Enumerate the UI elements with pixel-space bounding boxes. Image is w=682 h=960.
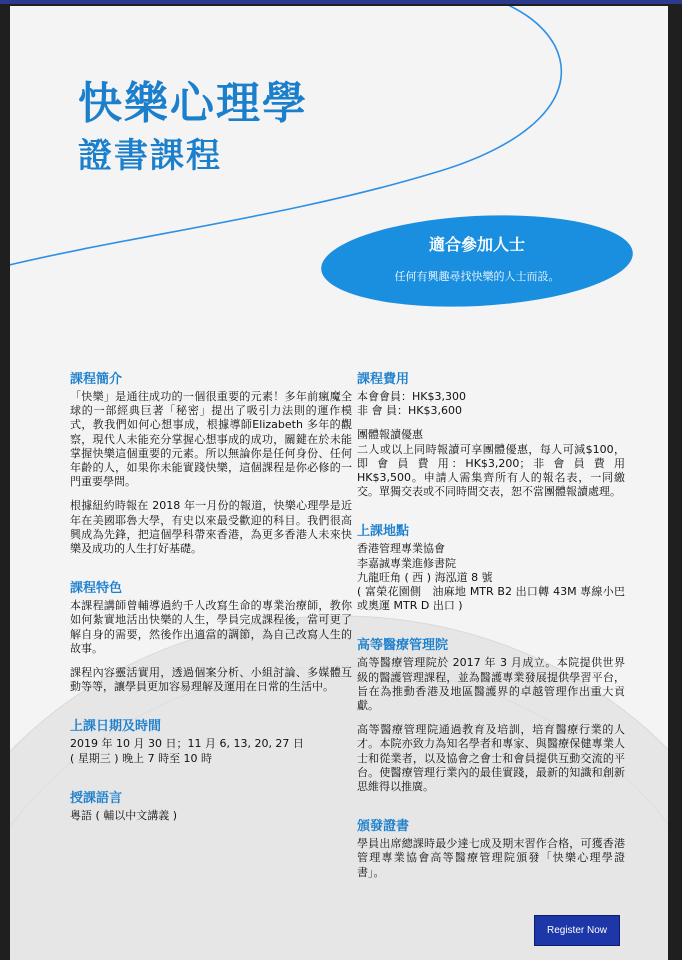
certificate-text: 學員出席總課時最少達七成及期末習作合格，可獲香港管理專業協會高等醫療管理院頒發「快樂心理學證書」。 (357, 837, 625, 879)
language-section (70, 790, 352, 823)
institute-paragraph-2: 高等醫療管理院通過教育及培訓，培育醫療行業的人才。本院亦致力為知名學者和專家、與醫療保健專業人士和從業者，以及協會之會士和會員提供互動交流的平台。使醫療管理行業內的最佳實踐，最新的知識和創新思維得以推廣。 (357, 723, 625, 794)
intro-section (70, 371, 352, 556)
schedule-heading: 上課日期及時間 (70, 719, 162, 735)
brochure-page (10, 6, 668, 960)
features-paragraph-2: 課程內容靈活實用，透過個案分析、小組討論、多媒體互動等等，讓學員更加容易理解及運用在日常的生活中。 (70, 666, 352, 694)
audience-heading: 適合參加人士 (428, 235, 525, 254)
institute-heading: 高等醫療管理院 (357, 638, 449, 654)
right-column (357, 371, 625, 880)
venue-section (357, 523, 625, 613)
features-paragraph-1: 本課程講師曾輔導過約千人改寫生命的專業治療師，教你如何紮實地活出快樂的人生，學員完成課程後，當可更了解自身的需要，然後作出適當的調節，為自己改寫人生的故事。 (70, 599, 352, 655)
left-column (70, 371, 352, 823)
group-discount-heading: 團體報讀優惠 (357, 428, 423, 442)
institute-paragraph-1: 高等醫療管理院於 2017 年 3 月成立。本院提供世界級的醫護管理課程，並為醫護專業發展提供學習平台，旨在為推動香港及地區醫護界的卓越管理作出重大貢獻。 (357, 656, 625, 713)
fees-heading: 課程費用 (357, 372, 410, 387)
venue-heading: 上課地點 (357, 524, 410, 540)
institute-section (357, 637, 625, 794)
fees-text: 本會會員：HK$3,300 非 會 員：HK$3,600 (357, 390, 466, 418)
language-heading: 授課語言 (70, 790, 123, 806)
certificate-heading: 頒發證書 (357, 819, 410, 835)
intro-paragraph-1: 「快樂」是通往成功的一個很重要的元素！多年前瘋魔全球的一部經典巨著「秘密」提出了吸引力法則的運作模式，教我們如何心想事成，根據導師Elizabeth 多年的觀察，現代人未能充分掌握心想事成的成功，關鍵在於未能掌握快樂這個重要的元素。所以無論你是任何身份、任何年齡的人，如果你未能實踐快樂，這個課程是你必修的一門重要學問。 (70, 390, 352, 489)
features-heading: 課程特色 (70, 581, 123, 597)
intro-paragraph-2: 根據紐約時報在 2018 年一月份的報道，快樂心理學是近年在美國耶魯大學，有史以來最受歡迎的科目。我們很高興成為先鋒，把這個學科帶來香港，為更多香港人未來快樂及成功的人生打好基礎。 (70, 499, 352, 556)
course-subtitle: 證書課程 (78, 136, 222, 176)
language-text: 粵語 ( 輔以中文講義 ) (70, 808, 178, 822)
top-border (0, 0, 682, 4)
audience-ellipse (319, 208, 635, 314)
register-now-button[interactable]: Register Now (534, 915, 620, 946)
venue-text: 香港管理專業協會 李嘉誠專業進修書院 九龍旺角 ( 西 ) 海泓道 8 號 ( 富榮花園側 油麻地 MTR B2 出口轉 43M 專線小巴或奧運 MTR D 出口 ) (357, 542, 625, 613)
features-section (70, 580, 352, 694)
course-title: 快樂心理學 (78, 78, 308, 129)
schedule-text: 2019 年 10 月 30 日；11 月 6, 13, 20, 27 日 ( 星期三 ) 晚上 7 時至 10 時 (70, 737, 304, 765)
intro-heading: 課程簡介 (70, 372, 123, 387)
audience-description: 任何有興趣尋找快樂的人士而設。 (394, 270, 560, 283)
schedule-section (70, 718, 352, 765)
group-discount-text: 二人或以上同時報讀可享團體優惠，每人可減$100，即 會 員 費 用：HK$3,200；非 會 員 費 用HK$3,500。申請人需集齊所有人的報名表，一同繳交。單獨交表或不同時間交表，恕不當團體報讀處理。 (357, 442, 625, 499)
fees-section (357, 371, 625, 499)
certificate-section (357, 818, 625, 880)
